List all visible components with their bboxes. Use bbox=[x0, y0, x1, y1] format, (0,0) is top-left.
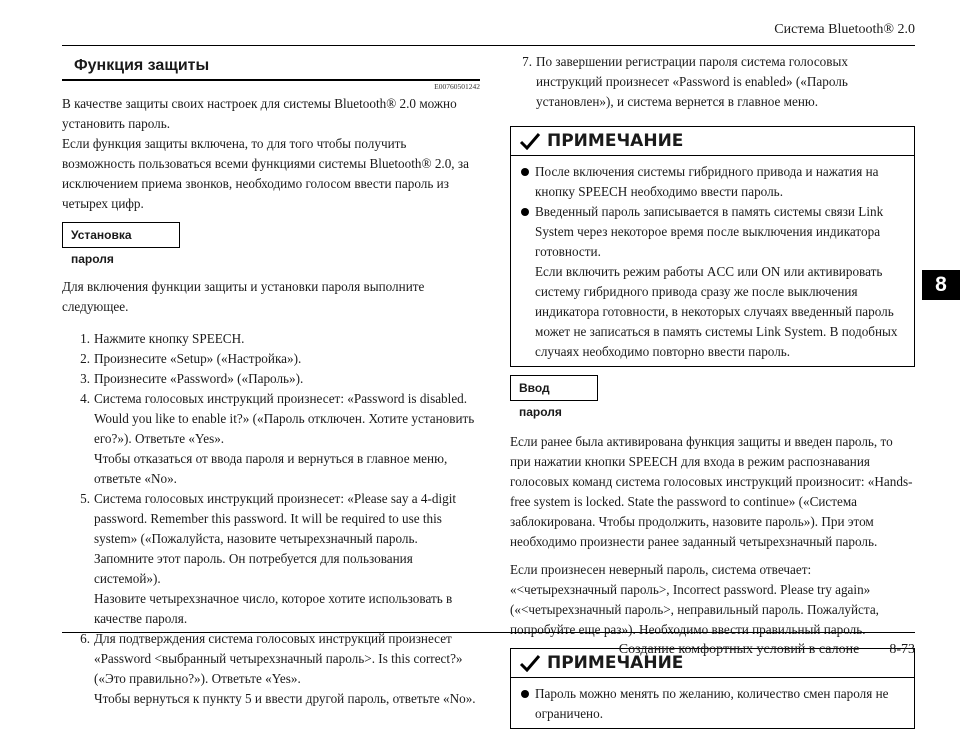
list-item bbox=[521, 684, 908, 724]
note-body bbox=[511, 678, 914, 728]
note-box bbox=[510, 126, 915, 367]
list-item bbox=[510, 52, 915, 112]
step-number: 4. bbox=[80, 391, 90, 406]
bullet-icon bbox=[521, 684, 535, 724]
list-item bbox=[62, 389, 480, 489]
bullet-icon bbox=[521, 202, 535, 362]
note-heading-text: ПРИМЕЧАНИЕ bbox=[547, 131, 684, 151]
list-item bbox=[62, 489, 480, 629]
list-item bbox=[62, 629, 480, 709]
step-text: Произнесите «Password» («Пароль»). bbox=[94, 371, 304, 386]
enter-password-paragraph: Если ранее была активирована функция защиты и введен пароль, то при нажатии кнопки SPEECH для входа в режим распознавания голосовых команд система голосовых инструкций произносит: «Hands-free system is locked. State the password to continue» («Система заблокирована. Чтобы продолжить, назовите пароль»). При этом необходимо произнести ранее заданный четырехзначный пароль. bbox=[510, 434, 913, 549]
step-text: Для подтверждения система голосовых инструкций произнесет «Password <выбранный четырехзначный пароль>. Is this correct?» («Это правильно?»). Ответьте «Yes». Чтобы вернуться к пункту 5 и ввести другой пароль, ответьте «No». bbox=[94, 631, 476, 706]
document-code: E00760501242 bbox=[434, 82, 480, 91]
list-item bbox=[62, 329, 480, 349]
step-text: Система голосовых инструкций произнесет: «Password is disabled. Would you like to enable it?» («Пароль отключен. Хотите установить его?»). Ответьте «Yes». Чтобы отказаться от ввода пароля и вернуться в главное меню, ответьте «No». bbox=[94, 391, 475, 486]
bullet-icon bbox=[521, 162, 535, 202]
section-title: Функция защиты bbox=[74, 57, 210, 74]
list-item bbox=[62, 369, 480, 389]
note-text: После включения системы гибридного привода и нажатия на кнопку SPEECH необходимо ввести пароль. bbox=[535, 164, 879, 199]
list-item bbox=[62, 349, 480, 369]
note-text: Введенный пароль записывается в память системы связи Link System через некоторое время после выключения индикатора готовности. Если включить режим работы ACC или ON или активировать систему гибридного привода сразу же после выключения индикатора готовности, в некоторых случаях введенный пароль может не записаться в память системы Link System. В подобных случаях необходимо повторно ввести пароль. bbox=[535, 204, 898, 359]
left-column bbox=[62, 55, 480, 709]
setup-steps-list bbox=[62, 329, 480, 709]
header-rule bbox=[62, 45, 915, 46]
list-item bbox=[521, 162, 908, 202]
step-number: 1. bbox=[80, 331, 90, 346]
right-column bbox=[510, 52, 915, 729]
step-number: 5. bbox=[80, 491, 90, 506]
step-number: 2. bbox=[80, 351, 90, 366]
wrong-password-paragraph: Если произнесен неверный пароль, система отвечает: «<четырехзначный пароль>, Incorrect password. Please try again» («<четырехзначный пароль>, неправильный пароль. Пожалуйста, попробуйте еще раз»). Необходимо ввести правильный пароль. bbox=[510, 562, 879, 637]
set-password-label: Установка пароля bbox=[62, 222, 180, 248]
enter-password-label: Ввод пароля bbox=[510, 375, 598, 401]
chapter-tab: 8 bbox=[922, 270, 960, 300]
page-header-title: Система Bluetooth® 2.0 bbox=[774, 22, 915, 37]
step-number: 6. bbox=[80, 631, 90, 646]
note-heading-text: ПРИМЕЧАНИЕ bbox=[547, 653, 684, 673]
intro-paragraph: В качестве защиты своих настроек для системы Bluetooth® 2.0 можно установить пароль. Если функция защиты включена, то для того чтобы получить возможность пользоваться всеми функциями системы Bluetooth® 2.0, за исключением приема звонков, необходимо голосом ввести пароль из четырех цифр. bbox=[62, 96, 469, 211]
note-text: Пароль можно менять по желанию, количество смен пароля не ограничено. bbox=[535, 686, 889, 721]
step-text: По завершении регистрации пароля система голосовых инструкций произнесет «Password is enabled» («Пароль установлен»), и система вернется в главное меню. bbox=[536, 54, 848, 109]
section-title-rule bbox=[62, 79, 480, 81]
pencil-icon bbox=[519, 654, 541, 672]
step-text: Система голосовых инструкций произнесет: «Please say a 4-digit password. Remember this password. It will be required to use this system» («Пожалуйста, назовите четырехзначный пароль. Запомните этот пароль. Он потребуется для пользования системой»). Назовите четырехзначное число, которое хотите использовать в качестве пароля. bbox=[94, 491, 457, 626]
note-box bbox=[510, 648, 915, 729]
note-heading bbox=[511, 127, 914, 156]
lead-paragraph: Для включения функции защиты и установки пароля выполните следующее. bbox=[62, 279, 425, 314]
setup-steps-continued bbox=[510, 52, 915, 112]
step-text: Нажмите кнопку SPEECH. bbox=[94, 331, 245, 346]
note-body bbox=[511, 156, 914, 366]
footer-section: Создание комфортных условий в салоне bbox=[618, 642, 860, 657]
page-footer bbox=[619, 640, 915, 660]
footer-rule bbox=[62, 632, 915, 633]
step-number: 3. bbox=[80, 371, 90, 386]
pencil-icon bbox=[519, 132, 541, 150]
list-item bbox=[521, 202, 908, 362]
step-number: 7. bbox=[522, 54, 532, 69]
page-number: 8-73 bbox=[889, 642, 915, 657]
step-text: Произнесите «Setup» («Настройка»). bbox=[94, 351, 302, 366]
